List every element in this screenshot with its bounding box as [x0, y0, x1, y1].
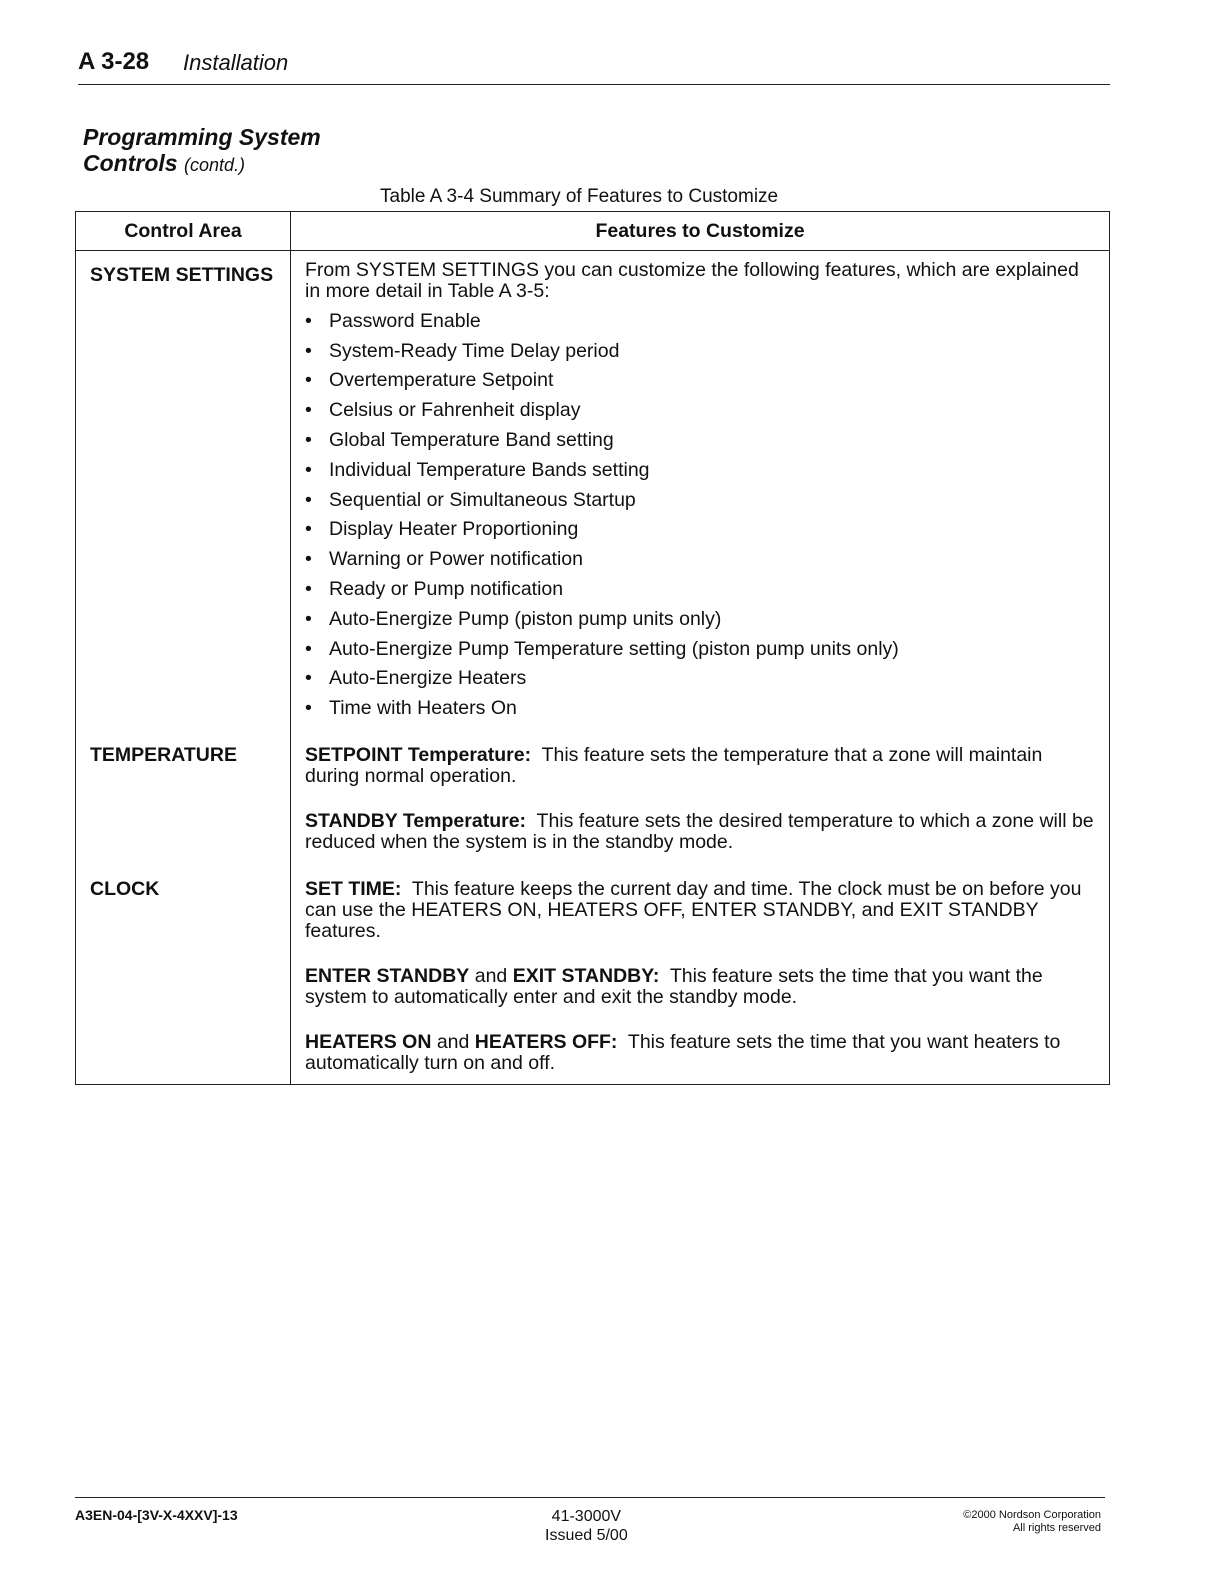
list-item: • Overtemperature Setpoint — [305, 370, 1099, 391]
settime-paragraph — [305, 879, 1099, 942]
table-row — [76, 725, 1110, 859]
area-temperature: TEMPERATURE — [76, 725, 291, 859]
list-item: • Time with Heaters On — [305, 698, 1099, 719]
features-table — [75, 211, 1110, 1085]
footer-center — [545, 1507, 628, 1545]
table-caption: Table A 3-4 Summary of Features to Customize — [380, 186, 779, 207]
section-title-line1: Programming System — [83, 124, 321, 150]
section-title-controls: Controls — [83, 150, 178, 176]
list-item: • Sequential or Simultaneous Startup — [305, 490, 1099, 511]
section-title — [83, 124, 321, 178]
footer-copyright — [963, 1509, 1101, 1535]
system-settings-list — [305, 311, 1099, 719]
standby-temp-label: STANDBY Temperature: — [305, 810, 527, 833]
page-footer — [75, 1497, 1105, 1544]
and-text: and — [436, 1031, 470, 1054]
area-system-settings: SYSTEM SETTINGS — [76, 251, 291, 726]
page-number: A 3-28 — [78, 48, 150, 75]
rights-text: All rights reserved — [1012, 1522, 1101, 1534]
setpoint-text: This feature sets the temperature that a zone will maintain during normal operation. — [305, 744, 1043, 788]
table-row — [76, 251, 1110, 726]
list-item: • Auto-Energize Pump Temperature setting (piston pump units only) — [305, 639, 1099, 660]
section-title-line2 — [83, 150, 321, 178]
table-header-row — [76, 212, 1110, 251]
header-control-area: Control Area — [76, 212, 291, 251]
list-item: • Warning or Power notification — [305, 549, 1099, 570]
table-row — [76, 859, 1110, 1085]
system-settings-intro: From SYSTEM SETTINGS you can customize the following features, which are explained in more detail in Table A 3-5: — [305, 259, 1079, 302]
heaters-off-label: HEATERS OFF: — [474, 1031, 618, 1054]
issued-date: Issued 5/00 — [545, 1527, 628, 1544]
clock-features — [291, 859, 1110, 1085]
standby-temp-text: This feature sets the desired temperature to which a zone will be reduced when the system is in the standby mode. — [305, 810, 1094, 854]
list-item: • Auto-Energize Pump (piston pump units only) — [305, 609, 1099, 630]
settime-text: This feature keeps the current day and time. The clock must be on before you can use the HEATERS ON, HEATERS OFF, ENTER STANDBY, and EXIT STANDBY features. — [305, 878, 1082, 943]
standby-temp-paragraph — [305, 811, 1099, 853]
list-item: • Password Enable — [305, 311, 1099, 332]
section-title-contd: (contd.) — [183, 155, 245, 175]
system-settings-features — [291, 251, 1110, 726]
header-features: Features to Customize — [291, 212, 1110, 251]
standby-clock-text: This feature sets the time that you want the system to automatically enter and exit the standby mode. — [305, 965, 1043, 1009]
list-item: • Auto-Energize Heaters — [305, 668, 1099, 689]
list-item: • Display Heater Proportioning — [305, 519, 1099, 540]
temperature-features — [291, 725, 1110, 859]
page-header — [78, 48, 1110, 85]
heaters-text: This feature sets the time that you want heaters to automatically turn on and off. — [305, 1031, 1061, 1075]
area-clock: CLOCK — [76, 859, 291, 1085]
part-number: 41-3000V — [551, 1508, 622, 1525]
heaters-paragraph — [305, 1032, 1099, 1074]
exit-standby-label: EXIT STANDBY: — [512, 965, 660, 988]
setpoint-paragraph — [305, 745, 1099, 787]
and-text: and — [474, 965, 508, 988]
list-item: • Ready or Pump notification — [305, 579, 1099, 600]
copyright-text: ©2000 Nordson Corporation — [963, 1509, 1101, 1521]
setpoint-label: SETPOINT Temperature: — [305, 744, 532, 767]
enter-standby-label: ENTER STANDBY — [305, 965, 470, 988]
heaters-on-label: HEATERS ON — [305, 1031, 432, 1054]
list-item: • Celsius or Fahrenheit display — [305, 400, 1099, 421]
doc-code: A3EN-04-[3V-X-4XXV]-13 — [75, 1507, 238, 1523]
section-name: Installation — [183, 50, 289, 75]
standby-clock-paragraph — [305, 966, 1099, 1008]
settime-label: SET TIME: — [305, 878, 402, 901]
list-item: • System-Ready Time Delay period — [305, 341, 1099, 362]
list-item: • Individual Temperature Bands setting — [305, 460, 1099, 481]
list-item: • Global Temperature Band setting — [305, 430, 1099, 451]
